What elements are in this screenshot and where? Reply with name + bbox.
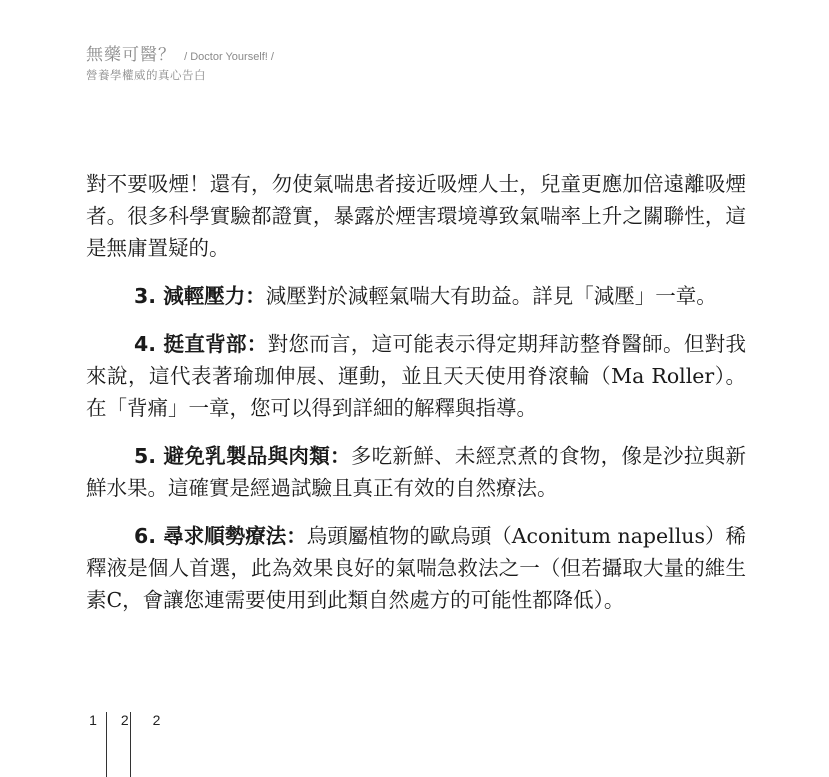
list-item-6 [86, 520, 746, 616]
list-item-3 [86, 280, 746, 312]
item-6-text: 烏頭屬植物的歐烏頭（Aconitum napellus）稀釋液是個人首選，此為效果良好的氣喘急救法之一（但若攝取大量的維生素C，會讓您連需要使用到此類自然處方的可能性都降低）。 [86, 524, 747, 612]
paragraph-continued: 對不要吸煙！還有，勿使氣喘患者接近吸煙人士，兒童更應加倍遠離吸煙者。很多科學實驗都證實，暴露於煙害環境導致氣喘率上升之關聯性，這是無庸置疑的。 [86, 172, 746, 260]
running-head [86, 40, 274, 83]
body-text [86, 168, 746, 616]
item-4-label: 4. 挺直背部： [134, 332, 268, 356]
item-3-text: 減壓對於減輕氣喘大有助益。詳見「減壓」一章。 [265, 284, 717, 308]
page-digit: 1 [89, 712, 97, 728]
item-4-text: 對您而言，這可能表示得定期拜訪整脊醫師。但對我來說，這代表著瑜珈伸展、運動，並且天天使用脊滾輪（Ma Roller）。在「背痛」一章，您可以得到詳細的解釋與指導。 [86, 332, 746, 420]
item-3-label: 3. 減輕壓力： [134, 284, 266, 308]
book-title-english: / Doctor Yourself! / [184, 51, 274, 63]
book-title: 無藥可醫？ [86, 45, 176, 65]
list-item-4 [86, 328, 746, 424]
item-5-label: 5. 避免乳製品與肉類： [134, 444, 351, 468]
page-digit: 2 [120, 712, 129, 728]
page-digit: 2 [152, 712, 161, 728]
item-6-label: 6. 尋求順勢療法： [134, 524, 307, 548]
book-subtitle: 營養學權威的真心告白 [86, 68, 206, 82]
list-item-5 [86, 440, 746, 504]
page-number-divider [106, 712, 107, 777]
item-5-text: 多吃新鮮、未經烹煮的食物，像是沙拉與新鮮水果。這確實是經過試驗且真正有效的自然療法。 [86, 444, 746, 500]
page-number [86, 712, 164, 728]
page-number-divider [130, 712, 131, 777]
